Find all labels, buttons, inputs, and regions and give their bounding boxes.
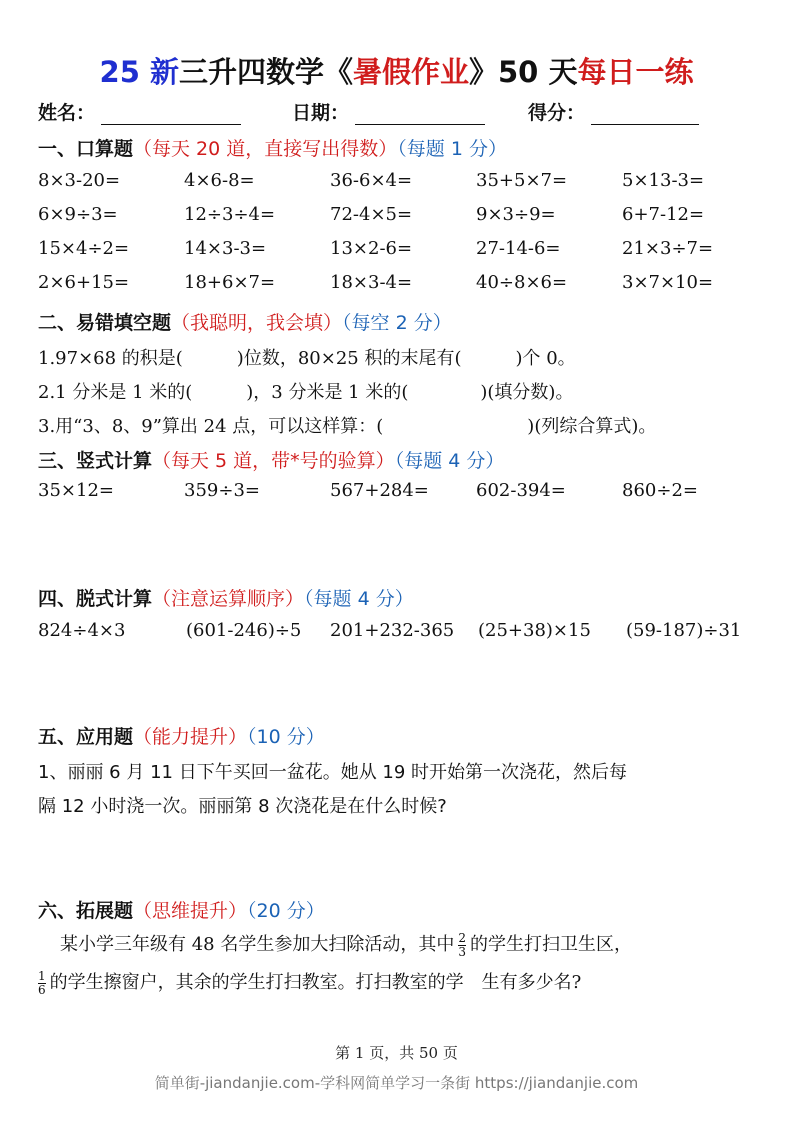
date-field[interactable]: [292, 98, 485, 125]
numerator: 2: [458, 930, 466, 945]
oral-calc-item: 36-6×4=: [330, 170, 413, 191]
oral-calc-item: 13×2-6=: [330, 238, 413, 259]
title-highlight-2: 每日一练: [577, 55, 694, 89]
date-label: 日期：: [292, 102, 350, 124]
heading-text: 一、口算题: [38, 138, 134, 160]
oral-calc-item: 27-14-6=: [476, 238, 561, 259]
oral-calc-item: 15×4÷2=: [38, 238, 130, 259]
heading-points: （每空 2 分）: [342, 312, 452, 334]
oral-calc-item: 72-4×5=: [330, 204, 413, 225]
name-field[interactable]: [38, 98, 241, 125]
oral-calc-item: 2×6+15=: [38, 272, 130, 293]
title-highlight: 暑假作业: [352, 55, 469, 89]
page-title: [0, 50, 793, 91]
oral-calc-item: 40÷8×6=: [476, 272, 568, 293]
step-calc-item: 201+232-365: [330, 620, 455, 641]
date-blank[interactable]: [355, 106, 485, 125]
heading-points: （10 分）: [247, 726, 325, 748]
heading-points: （每题 4 分）: [304, 588, 414, 610]
score-label: 得分：: [528, 102, 586, 124]
oral-calc-item: 8×3-20=: [38, 170, 121, 191]
section-4-heading: [38, 584, 414, 611]
oral-calc-item: 4×6-8=: [184, 170, 255, 191]
watermark: 简单街-jiandanjie.com-学科网简单学习一条街 https://jiandanjie.com: [154, 1074, 639, 1092]
step-calc-item: (601-246)÷5: [186, 620, 302, 641]
heading-points: （20 分）: [247, 900, 325, 922]
title-text: 三升四数学《: [178, 55, 353, 89]
heading-note: （每天 5 道，带*号的验算）: [152, 450, 395, 472]
oral-calc-item: 6+7-12=: [622, 204, 705, 225]
heading-text: 二、易错填空题: [38, 312, 172, 334]
section-5-heading: [38, 722, 325, 749]
vertical-calc-item: 35×12=: [38, 480, 114, 501]
fill-blank-question: 1.97×68 的积是( )位数，80×25 积的末尾有( )个 0。: [38, 348, 576, 369]
heading-note: （每天 20 道，直接写出得数）: [133, 138, 398, 160]
title-prefix: 25 新: [99, 55, 179, 89]
oral-calc-item: 21×3÷7=: [622, 238, 714, 259]
vertical-calc-item: 860÷2=: [622, 480, 698, 501]
vertical-calc-item: 602-394=: [476, 480, 566, 501]
oral-calc-item: 18+6×7=: [184, 272, 276, 293]
section-6-heading: [38, 896, 325, 923]
section-3-heading: [38, 446, 504, 473]
score-field[interactable]: [528, 98, 699, 125]
extension-problem-line-2: [38, 968, 581, 997]
vertical-calc-item: 359÷3=: [184, 480, 260, 501]
title-text-2: 》50 天: [469, 55, 578, 89]
score-blank[interactable]: [591, 106, 699, 125]
heading-note: （思维提升）: [133, 900, 248, 922]
word-problem-text: 1、丽丽 6 月 11 日下午买回一盆花。她从 19 时开始第一次浇花，然后每: [38, 762, 628, 783]
heading-text: 五、应用题: [38, 726, 134, 748]
oral-calc-item: 14×3-3=: [184, 238, 267, 259]
oral-calc-item: 3×7×10=: [622, 272, 714, 293]
heading-note: （能力提升）: [133, 726, 248, 748]
numerator: 1: [38, 968, 46, 983]
oral-calc-item: 5×13-3=: [622, 170, 705, 191]
section-2-heading: [38, 308, 452, 335]
fraction-one-sixth: [38, 970, 46, 997]
oral-calc-item: 35+5×7=: [476, 170, 568, 191]
denominator: 3: [458, 944, 466, 959]
oral-calc-item: 9×3÷9=: [476, 204, 556, 225]
oral-calc-item: 6×9÷3=: [38, 204, 118, 225]
heading-text: 四、脱式计算: [38, 588, 153, 610]
extension-problem-line-1: [60, 930, 632, 959]
fraction-two-thirds: [458, 932, 466, 959]
denominator: 6: [38, 982, 46, 997]
fill-blank-question: 3.用“3、8、9”算出 24 点，可以这样算：( )(列综合算式)。: [38, 416, 657, 437]
problem-text: 某小学三年级有 48 名学生参加大扫除活动，其中: [60, 934, 455, 955]
page-number: 第 1 页，共 50 页: [335, 1044, 458, 1062]
oral-calc-item: 18×3-4=: [330, 272, 413, 293]
vertical-calc-item: 567+284=: [330, 480, 429, 501]
heading-note: （我聪明，我会填）: [171, 312, 343, 334]
oral-calc-item: 12÷3÷4=: [184, 204, 276, 225]
problem-text: 的学生擦窗户，其余的学生打扫教室。打扫教室的学 生有多少名?: [49, 972, 582, 993]
heading-text: 三、竖式计算: [38, 450, 153, 472]
step-calc-item: 824÷4×3: [38, 620, 126, 641]
heading-text: 六、拓展题: [38, 900, 134, 922]
step-calc-item: (25+38)×15: [478, 620, 591, 641]
heading-points: （每题 4 分）: [394, 450, 505, 472]
step-calc-item: (59-187)÷31: [626, 620, 742, 641]
word-problem-text: 隔 12 小时浇一次。丽丽第 8 次浇花是在什么时候?: [38, 796, 447, 817]
fill-blank-question: 2.1 分米是 1 米的( )，3 分米是 1 米的( )(填分数)。: [38, 382, 574, 403]
section-1-heading: [38, 134, 507, 161]
heading-points: （每题 1 分）: [397, 138, 507, 160]
heading-note: （注意运算顺序）: [152, 588, 305, 610]
name-blank[interactable]: [101, 106, 241, 125]
problem-text: 的学生打扫卫生区，: [470, 934, 632, 955]
name-label: 姓名：: [38, 102, 96, 124]
